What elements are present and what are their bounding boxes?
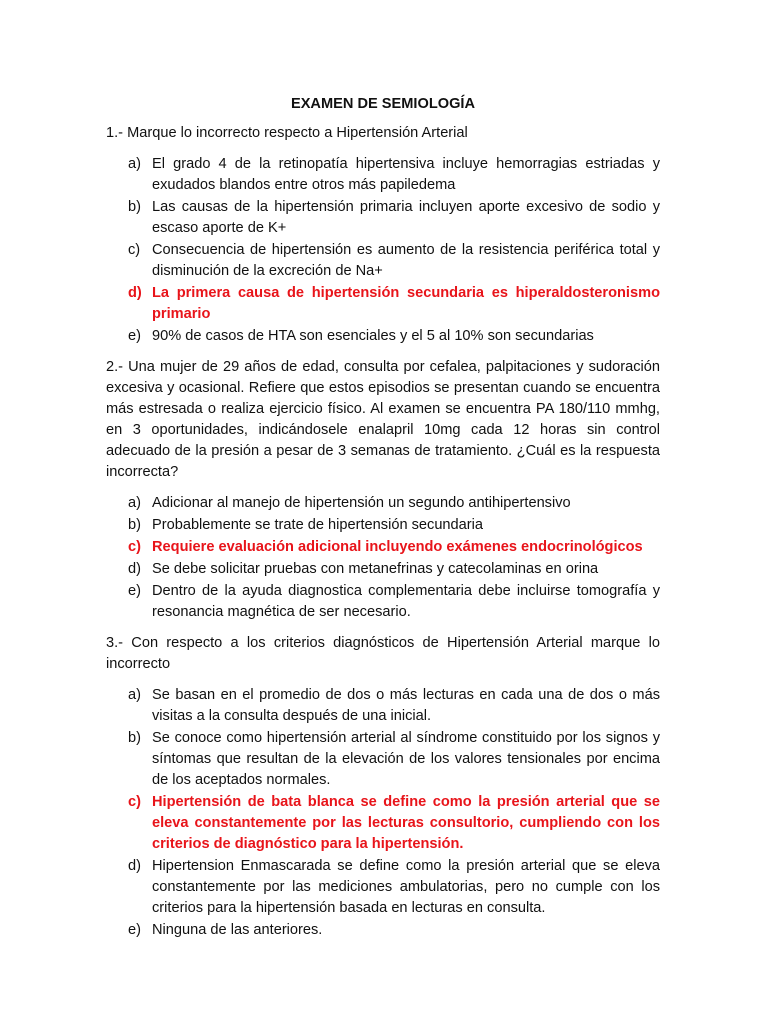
option-text: Hipertensión de bata blanca se define como la presión arterial que se eleva constantemente por las lecturas consultorio, cumpliendo con los criterios de diagnóstico para la hipertensión.	[152, 794, 660, 852]
question-2-option-c-highlighted	[106, 537, 660, 558]
question-3-option-b	[106, 728, 660, 791]
option-text: Consecuencia de hipertensión es aumento de la resistencia periférica total y disminución de la excreción de Na+	[152, 242, 660, 279]
option-letter: c)	[128, 794, 141, 810]
question-1-options	[106, 154, 660, 347]
option-letter: d)	[128, 561, 141, 577]
option-letter: e)	[128, 922, 141, 938]
question-2-option-b	[106, 515, 660, 536]
question-block-3	[106, 633, 660, 941]
option-letter: e)	[128, 583, 141, 599]
option-text: La primera causa de hipertensión secundaria es hiperaldosteronismo primario	[152, 285, 660, 322]
option-letter: a)	[128, 156, 141, 172]
option-text: Se basan en el promedio de dos o más lecturas en cada una de dos o más visitas a la consulta después de una inicial.	[152, 687, 660, 724]
option-letter: e)	[128, 328, 141, 344]
question-1-option-d-highlighted	[106, 283, 660, 325]
question-3-option-e	[106, 920, 660, 941]
question-3-option-a	[106, 685, 660, 727]
question-3-options	[106, 685, 660, 941]
question-block-1	[106, 123, 660, 347]
question-1-option-e	[106, 326, 660, 347]
question-1-option-a	[106, 154, 660, 196]
option-letter: d)	[128, 285, 142, 301]
option-text: Hipertension Enmascarada se define como la presión arterial que se eleva constantemente por las mediciones ambulatorias, pero no cumple con los criterios para la hipertensión basada en lecturas en consulta.	[152, 858, 660, 916]
option-text: El grado 4 de la retinopatía hipertensiva incluye hemorragias estriadas y exudados blandos entre otros más papiledema	[152, 156, 660, 193]
question-block-2	[106, 357, 660, 623]
question-1-prompt: 1.- Marque lo incorrecto respecto a Hipertensión Arterial	[106, 125, 468, 141]
option-text: Las causas de la hipertensión primaria incluyen aporte excesivo de sodio y escaso aporte de K+	[152, 199, 660, 236]
option-letter: c)	[128, 539, 141, 555]
option-letter: b)	[128, 730, 141, 746]
question-2-option-a	[106, 493, 660, 514]
option-text: Dentro de la ayuda diagnostica complementaria debe incluirse tomografía y resonancia magnética de ser necesario.	[152, 583, 660, 620]
option-letter: b)	[128, 199, 141, 215]
option-text: Probablemente se trate de hipertensión secundaria	[152, 517, 484, 533]
option-letter: a)	[128, 495, 141, 511]
option-text: Se conoce como hipertensión arterial al síndrome constituido por los signos y síntomas que resultan de la elevación de los valores tensionales por encima de los aceptados normales.	[152, 730, 660, 788]
question-1-option-b	[106, 197, 660, 239]
option-text: Requiere evaluación adicional incluyendo exámenes endocrinológicos	[152, 539, 643, 555]
question-3-option-d	[106, 856, 660, 919]
question-2-options	[106, 493, 660, 623]
option-text: Adicionar al manejo de hipertensión un segundo antihipertensivo	[152, 495, 571, 511]
question-3-prompt: 3.- Con respecto a los criterios diagnósticos de Hipertensión Arterial marque lo incorrecto	[106, 635, 660, 672]
option-letter: d)	[128, 858, 141, 874]
question-2-option-d	[106, 559, 660, 580]
question-2-prompt: 2.- Una mujer de 29 años de edad, consulta por cefalea, palpitaciones y sudoración excesiva y ocasional. Refiere que estos episodios se presentan cuando se encuentra más estresada o realiza ejercicio físico. Al examen se encuentra PA 180/110 mmhg, en 3 oportunidades, indicándosele enalapril 10mg cada 12 horas sin control adecuado de la presión a pesar de 3 semanas de tratamiento. ¿Cuál es la respuesta incorrecta?	[106, 359, 660, 480]
option-text: Ninguna de las anteriores.	[152, 922, 323, 938]
option-text: 90% de casos de HTA son esenciales y el 5 al 10% son secundarias	[152, 328, 594, 344]
option-letter: c)	[128, 242, 141, 258]
option-text: Se debe solicitar pruebas con metanefrinas y catecolaminas en orina	[152, 561, 599, 577]
question-3-option-c-highlighted	[106, 792, 660, 855]
option-letter: b)	[128, 517, 141, 533]
question-1-option-c	[106, 240, 660, 282]
page-title: EXAMEN DE SEMIOLOGÍA	[290, 96, 476, 112]
option-letter: a)	[128, 687, 141, 703]
question-2-option-e	[106, 581, 660, 623]
